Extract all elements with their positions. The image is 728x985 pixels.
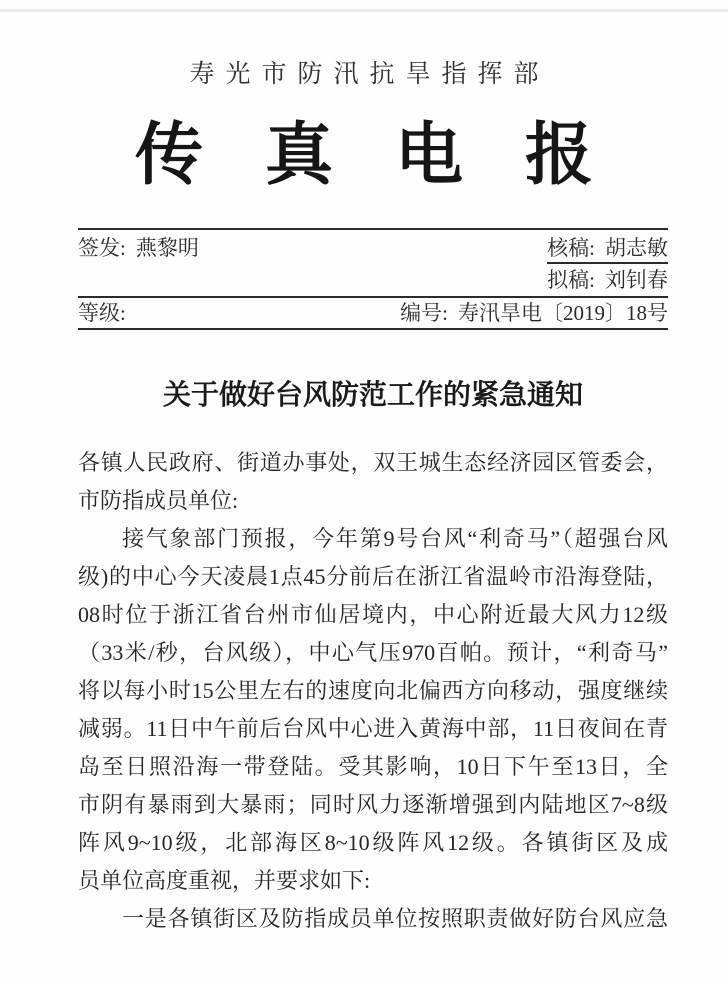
- org-name: 寿光市防汛抗旱指挥部: [189, 61, 550, 88]
- signer-label: 签发:: [78, 236, 126, 260]
- signer-reviewer-row: [78, 235, 668, 264]
- reviewer-value: 胡志敏: [605, 236, 668, 260]
- body-line-13: 一是各镇街区及防指成员单位按照职责做好防台风应急: [122, 906, 668, 931]
- body-line-11: 阵风9~10级，北部海区8~10级阵风12级。各镇街区及成: [78, 830, 668, 855]
- body-line-1: 各镇人民政府、街道办事处，双王城生态经济园区管委会，: [78, 450, 668, 475]
- body-line-3: 接气象部门预报，今年第9号台风“利奇马”（超强台风: [122, 526, 668, 551]
- body-line-2: 市防指成员单位:: [78, 488, 239, 513]
- grade-label: 等级:: [78, 301, 126, 325]
- reviewer-label: 核稿:: [547, 236, 595, 260]
- doc-number-value: 寿汛旱电〔2019〕18号: [458, 301, 668, 325]
- body-line-4: 级)的中心今天凌晨1点45分前后在浙江省温岭市沿海登陆，: [78, 564, 668, 589]
- doc-number-field: [400, 300, 668, 326]
- body-line-7: 将以每小时15公里左右的速度向北偏西方向移动，强度继续: [78, 678, 668, 703]
- body-line-12: 员单位高度重视，并要求如下:: [78, 868, 371, 893]
- body-line-10: 市阴有暴雨到大暴雨；同时风力逐渐增强到内陆地区7~8级: [78, 792, 668, 817]
- body-line-9: 岛至日照沿海一带登陆。受其影响，10日下午至13日，全: [78, 754, 668, 779]
- drafter-row: [78, 267, 668, 293]
- body-line-6: （33米/秒，台风级），中心气压970百帕。预计，“利奇马”: [78, 640, 668, 665]
- doc-type-title: 传真电报: [134, 117, 655, 193]
- signer-field: [78, 235, 199, 261]
- notice-title: 关于做好台风防范工作的紧急通知: [162, 380, 583, 411]
- grade-number-row: [78, 298, 668, 330]
- notice-body: [78, 444, 668, 938]
- drafter-field: [547, 267, 668, 293]
- meta-top-section: [78, 230, 668, 298]
- reviewer-field: [547, 235, 668, 264]
- scan-artifact-edge: [0, 9, 728, 12]
- drafter-label: 拟稿:: [547, 268, 595, 292]
- body-line-5: 08时位于浙江省台州市仙居境内，中心附近最大风力12级: [78, 602, 668, 627]
- meta-block: [78, 228, 668, 330]
- drafter-value: 刘钊春: [605, 268, 668, 292]
- doc-number-label: 编号:: [400, 301, 448, 325]
- grade-field: [78, 300, 136, 326]
- signer-value: 燕黎明: [135, 236, 199, 260]
- body-line-8: 减弱。11日中午前后台风中心进入黄海中部，11日夜间在青: [78, 716, 668, 741]
